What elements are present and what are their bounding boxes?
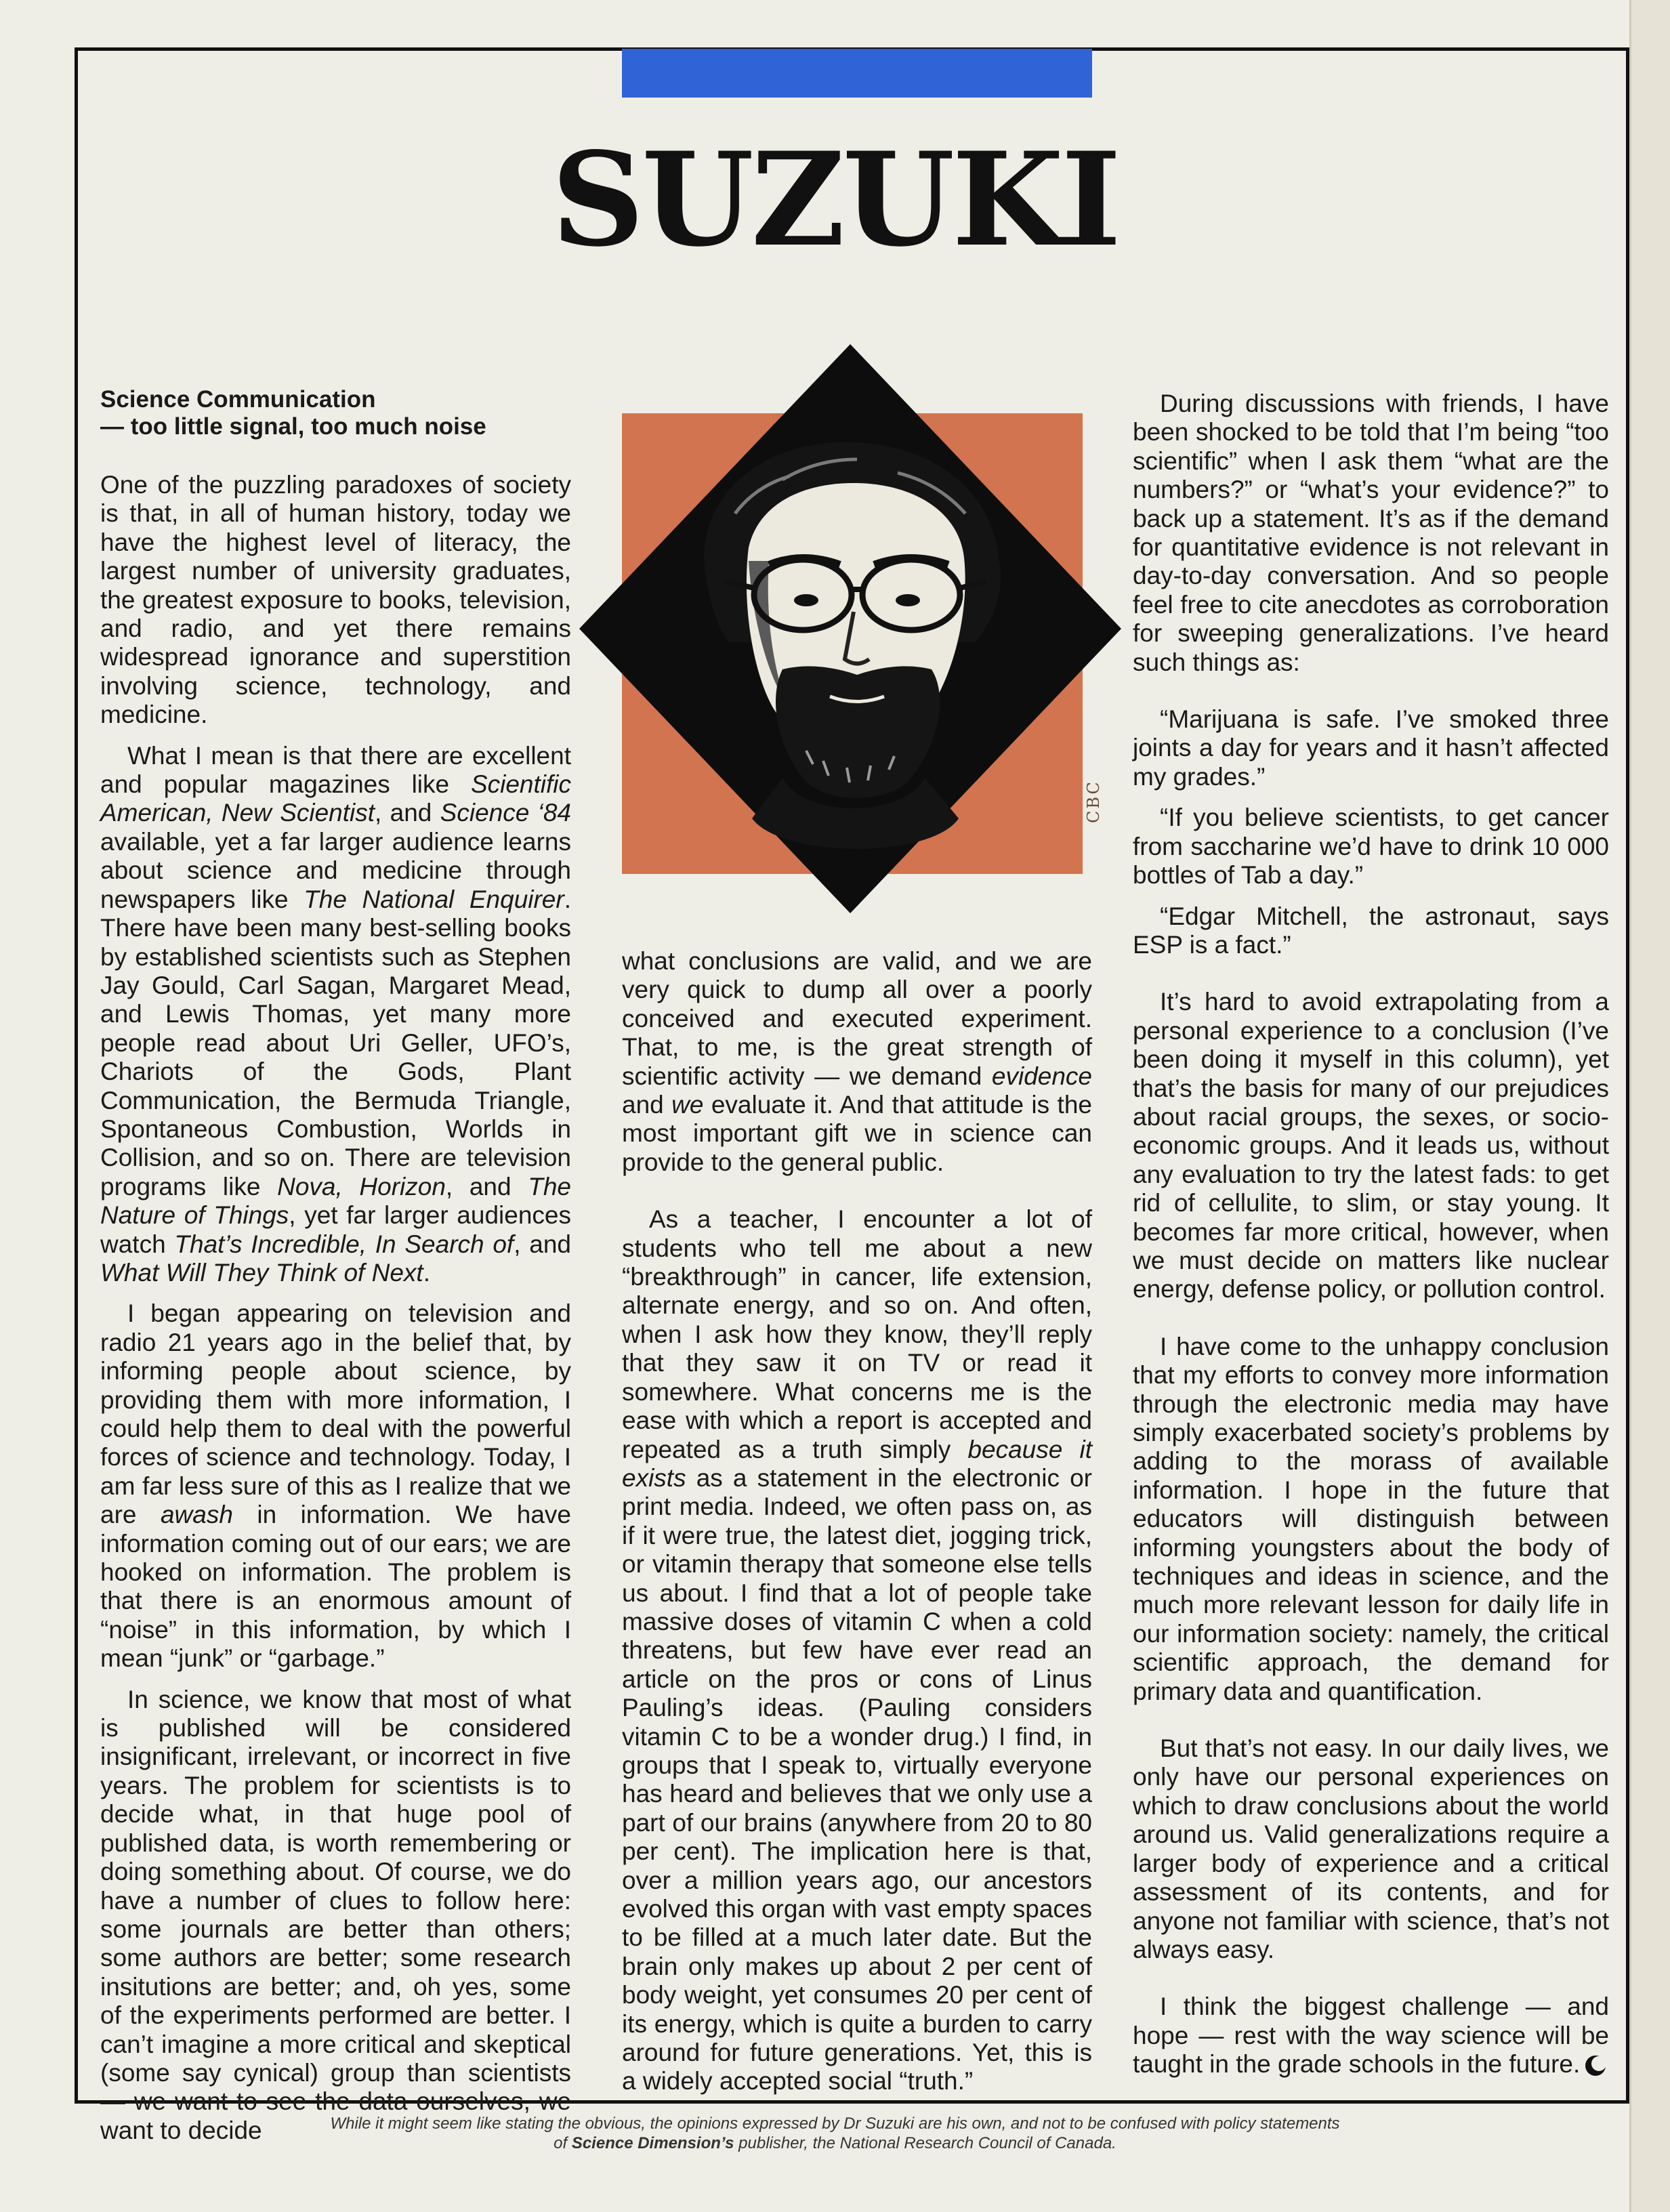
portrait-illustration <box>579 344 1121 927</box>
paragraph: In science, we know that most of what is published will be considered insignificant, irrelevant, or incorrect in five years. The problem for scientists is to decide what, in that huge pool of published data, is worth remembering or doing something about. Of course, we do have a number of clues to follow here: some journals are better than others; some authors are better; some research insitutions are better; and, oh yes, some of the experiments performed are better. I can’t imagine a more critical and skeptical (some say cynical) group than scientists — we want to see the data ourselves, we want to decide <box>100 1685 571 2144</box>
paragraph: During discussions with friends, I have been shocked to be told that I’m being “too scientific” when I ask them “what are the numbers?” or “what’s your evidence?” to back up a statement. It’s as if the demand for quantitative evidence is not relevant in day-to-day conversation. And so people feel free to cite anecdotes as corroboration for sweeping generalizations. I’ve heard such things as: <box>1133 390 1609 676</box>
disclaimer-footer <box>135 2114 1535 2153</box>
quote: “Marijuana is safe. I’ve smoked three joints a day for years and it hasn’t affected my grades.” <box>1133 705 1609 791</box>
quote: “Edgar Mitchell, the astronaut, says ESP is a fact.” <box>1133 902 1609 959</box>
headline-line-1: Science Communication <box>100 386 376 413</box>
paragraph: What I mean is that there are excellent and popular magazines like Scientific American, New Scientist, and Science ‘84 available, yet a far larger audience learns about science and medicine through newspapers like The National Enquirer. There have been many best-selling books by established scientists such as Stephen Jay Gould, Carl Sagan, Margaret Mead, and Lewis Thomas, yet many more people read about Uri Geller, UFO’s, Chariots of the Gods, Plant Communication, the Bermuda Triangle, Spontaneous Combustion, Worlds in Collision, and so on. There are television programs like Nova, Horizon, and The Nature of Things, yet far larger audiences watch That’s Incredible, In Search of, and What Will They Think of Next. <box>100 741 572 1287</box>
right-column <box>1133 390 1609 2091</box>
paragraph: I think the biggest challenge — and hope — rest with the way science will be taught in the grade schools in the future. <box>1133 1992 1609 2079</box>
left-column <box>100 471 571 2157</box>
middle-column <box>622 947 1092 2108</box>
headline-line-2: — too little signal, too much noise <box>100 413 486 440</box>
paragraph: I began appearing on television and radio 21 years ago in the belief that, by informing people about science, by providing them with more information, I could help them to deal with the powerful forces of science and technology. Today, I am far less sure of this as I realize that we are awash in information. We have information coming out of our ears; we are hooked on information. The problem is that there is an enormous amount of “noise” in this information, by which I mean “junk” or “garbage.” <box>100 1299 572 1673</box>
paragraph: what conclusions are valid, and we are very quick to dump all over a poorly conceived and executed experiment. That, to me, is the great strength of scientific activity — we demand evidence and we evaluate it. And that attitude is the most important gift we in science can provide to the general public. <box>622 947 1092 1176</box>
quote: “If you believe scientists, to get cancer from saccharine we’d have to drink 10 000 bottles of Tab a day.” <box>1133 804 1609 890</box>
paragraph: I have come to the unhappy conclusion that my efforts to convey more information through the electronic media may have simply exacerbated society’s problems by adding to the morass of available information. I hope in the future that educators will distinguish between informing youngsters about the body of techniques and ideas in science, and the much more relevant lesson for daily life in our information society: namely, the critical scientific approach, the demand for primary data and quantification. <box>1133 1332 1609 1705</box>
page-edge <box>1629 0 1670 2212</box>
portrait-graphic <box>579 344 1121 927</box>
paragraph: As a teacher, I encounter a lot of students who tell me about a new “breakthrough” in cancer, life extension, alternate energy, and so on. And often, when I ask how they know, they’ll reply that they saw it on TV or read it somewhere. What concerns me is the ease with which a report is accepted and repeated as a truth simply because it exists as a statement in the electronic or print media. Indeed, we often pass on, as if it were true, the latest diet, jogging trick, or vitamin therapy that someone else tells us about. I find that a lot of people take massive doses of vitamin C when a cold threatens, but few have ever read an article on the pros or cons of Linus Pauling’s ideas. (Pauling considers vitamin C to be a wonder drug.) I find, in groups that I speak to, virtually everyone has heard and believes that we only use a part of our brains (anywhere from 20 to 80 per cent). The implication here is that, over a million years ago, our ancestors evolved this organ with vast empty spaces to be filled at a much later date. But the brain only makes up about 2 per cent of body weight, yet consumes 20 per cent of its energy, which is quite a burden to carry around for future generations. Yet, this is a widely accepted social “truth.” <box>622 1205 1092 2095</box>
paragraph: But that’s not easy. In our daily lives, we only have our personal experiences on which to draw conclusions about the world around us. Valid generalizations require a larger body of experience and a critical assessment of its contents, and for anyone not familiar with science, that’s not always easy. <box>1133 1734 1609 1963</box>
disclaimer-line-1: While it might seem like stating the obvious, the opinions expressed by Dr Suzuki are his own, and not to be confused with policy statements <box>330 2114 1340 2133</box>
end-mark-icon <box>1584 2054 1607 2077</box>
photo-credit: CBC <box>1084 780 1103 823</box>
column-masthead: SUZUKI <box>551 124 1119 275</box>
paragraph: One of the puzzling paradoxes of society is that, in all of human history, today we have the highest level of literacy, the largest number of university graduates, the greatest exposure to books, television, and radio, and yet there remains widespread ignorance and superstition involving science, technology, and medicine. <box>100 471 571 729</box>
article-headline <box>100 386 575 440</box>
disclaimer-line-2: of Science Dimension’s publisher, the National Research Council of Canada. <box>554 2134 1116 2152</box>
accent-bar <box>622 49 1092 98</box>
paragraph: It’s hard to avoid extrapolating from a personal experience to a conclusion (I’ve been doing it myself in this column), yet that’s the basis for many of our prejudices about racial groups, the sexes, or socio-economic groups. And it leads us, without any evaluation to try the latest fads: to get rid of cellulite, to slim, or stay young. It becomes far more critical, however, when we must decide on matters like nuclear energy, defense policy, or pollution control. <box>1133 988 1609 1303</box>
